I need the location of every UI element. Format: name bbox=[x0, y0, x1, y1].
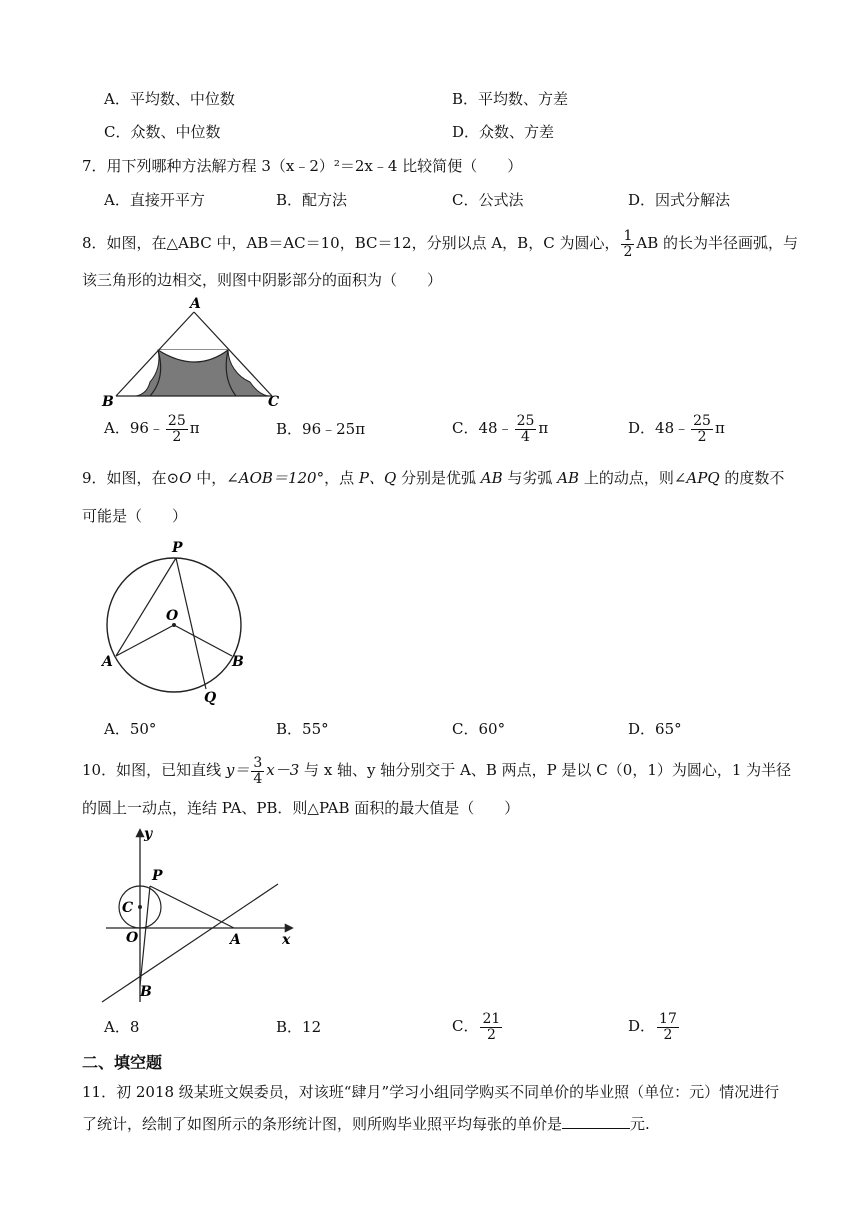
q8-c-fraction bbox=[515, 414, 537, 445]
q8-option-b: B．96﹣25π bbox=[276, 420, 366, 438]
q6-option-c: C．众数、中位数 bbox=[104, 123, 221, 141]
q8-d-den: 2 bbox=[697, 428, 707, 445]
q10-eq-den: 4 bbox=[253, 770, 263, 787]
q10-option-d bbox=[628, 1010, 681, 1043]
q7-stem: 7．用下列哪种方法解方程 3（x﹣2）²＝2x﹣4 比较简便（ ） bbox=[82, 157, 523, 175]
q10-coordinate-figure bbox=[100, 824, 300, 1008]
q10-eq-num: 3 bbox=[253, 754, 263, 771]
q8-c-pre: C．48﹣ bbox=[452, 419, 513, 437]
q9-stem-ab1: AB bbox=[480, 469, 503, 487]
q9-option-a: A．50° bbox=[104, 720, 157, 738]
q9-stem-c: ，点 bbox=[324, 469, 359, 487]
q11-stem-line2 bbox=[82, 1114, 650, 1134]
q11-stem-pre: 了统计，绘制了如图所示的条形统计图，则所购毕业照平均每张的单价是 bbox=[82, 1115, 563, 1133]
q10-d-num: 17 bbox=[659, 1010, 677, 1027]
q9-stem-ab2: AB bbox=[557, 469, 580, 487]
q8-stem-line1 bbox=[82, 228, 798, 260]
q8-a-post: π bbox=[189, 419, 200, 437]
q7-option-b: B．配方法 bbox=[276, 191, 348, 209]
q10-label-a: A bbox=[230, 932, 241, 948]
q9-stem-pq: P、Q bbox=[358, 469, 397, 487]
q9-radius-oa bbox=[116, 625, 174, 656]
q10-label-o: O bbox=[126, 930, 139, 946]
q8-a-fraction bbox=[166, 414, 188, 445]
q10-label-x: x bbox=[282, 932, 291, 948]
q10-d-den: 2 bbox=[663, 1026, 673, 1043]
q8-stem-pre: 8．如图，在△ABC 中，AB＝AC＝10，BC＝12，分别以点 A，B，C 为圆心， bbox=[82, 234, 620, 252]
q9-stem-o: O bbox=[179, 469, 192, 487]
q8-option-a bbox=[104, 412, 200, 445]
q10-option-c bbox=[452, 1010, 504, 1043]
q8-triangle-figure bbox=[100, 296, 300, 408]
q9-stem-f: 上的动点，则 bbox=[579, 469, 674, 487]
section-fill-in-title: 二、填空题 bbox=[82, 1053, 163, 1072]
q10-stem-line2: 的圆上一动点，连结 PA、PB．则△PAB 面积的最大值是（ ） bbox=[82, 799, 520, 817]
q10-c-pre: C． bbox=[452, 1017, 479, 1035]
q8-label-b: B bbox=[102, 394, 114, 408]
q9-label-q: Q bbox=[204, 690, 217, 706]
q8-frac-den: 2 bbox=[623, 243, 633, 260]
q8-option-c bbox=[452, 412, 548, 445]
q10-center-c bbox=[138, 905, 142, 909]
q9-circle-figure bbox=[96, 538, 266, 708]
q10-stem-pre: 10．如图，已知直线 bbox=[82, 761, 226, 779]
q10-eq-lhs: y＝ bbox=[225, 761, 250, 779]
q7-option-c: C．公式法 bbox=[452, 191, 524, 209]
q9-label-a: A bbox=[102, 654, 113, 670]
q8-fraction bbox=[621, 229, 634, 260]
q8-c-den: 4 bbox=[521, 428, 530, 445]
q7-option-a: A．直接开平方 bbox=[104, 191, 205, 209]
q8-frac-num: 1 bbox=[623, 227, 633, 244]
q10-label-y: y bbox=[144, 826, 153, 842]
q8-label-a: A bbox=[190, 296, 201, 312]
q10-label-b: B bbox=[140, 984, 152, 1000]
q9-label-b: B bbox=[232, 654, 244, 670]
q8-c-num: 25 bbox=[516, 412, 535, 429]
q11-answer-blank[interactable] bbox=[562, 1114, 630, 1129]
q9-option-d: D．65° bbox=[628, 720, 682, 738]
q10-segment-pa bbox=[150, 886, 234, 928]
q8-d-post: π bbox=[714, 419, 725, 437]
q10-stem-line1 bbox=[82, 753, 791, 787]
q8-a-den: 2 bbox=[172, 428, 182, 445]
q10-option-a: A．8 bbox=[104, 1018, 140, 1036]
q11-stem-line1: 11．初 2018 级某班文娱委员，对该班“肆月”学习小组同学购买不同单价的毕业照（单位：元）情况进行 bbox=[82, 1083, 780, 1101]
q9-stem-g: 的度数不 bbox=[719, 469, 785, 487]
q9-stem-d: 分别是优弧 bbox=[396, 469, 481, 487]
q8-label-c: C bbox=[268, 394, 280, 408]
q8-c-post: π bbox=[538, 419, 549, 437]
q9-stem-b: 中， bbox=[191, 469, 227, 487]
q10-stem-post: 与 x 轴、y 轴分别交于 A、B 两点，P 是以 C（0，1）为圆心，1 为半径 bbox=[299, 761, 792, 779]
q7-option-d: D．因式分解法 bbox=[628, 191, 731, 209]
q10-option-b: B．12 bbox=[276, 1018, 322, 1036]
q10-eq-fraction bbox=[251, 756, 264, 787]
q10-d-fraction bbox=[657, 1012, 679, 1043]
q8-stem-line2: 该三角形的边相交，则图中阴影部分的面积为（ ） bbox=[82, 271, 443, 289]
q10-eq-rhs: x－3 bbox=[266, 761, 300, 779]
q9-label-p: P bbox=[172, 540, 183, 556]
q6-option-d: D．众数、方差 bbox=[452, 123, 555, 141]
q10-label-c: C bbox=[122, 900, 134, 916]
q8-option-d bbox=[628, 412, 725, 445]
q9-chord-pa bbox=[116, 558, 176, 656]
q10-c-den: 2 bbox=[486, 1026, 496, 1043]
q11-stem-post: 元. bbox=[630, 1115, 650, 1133]
q8-a-pre: A．96﹣ bbox=[104, 419, 164, 437]
q9-stem-apq: ∠APQ bbox=[673, 469, 720, 487]
q9-stem-a: 9．如图，在⊙ bbox=[82, 469, 180, 487]
q8-stem-post: AB 的长为半径画弧，与 bbox=[636, 234, 798, 252]
q6-option-b: B．平均数、方差 bbox=[452, 90, 569, 108]
q9-stem-angle: ∠AOB＝120° bbox=[226, 469, 325, 487]
q10-c-num: 21 bbox=[482, 1010, 501, 1027]
q9-radius-ob bbox=[174, 625, 232, 656]
q8-d-fraction bbox=[691, 414, 713, 445]
q9-option-b: B．55° bbox=[276, 720, 329, 738]
q10-label-p: P bbox=[152, 868, 163, 884]
q9-stem-e: 与劣弧 bbox=[502, 469, 558, 487]
q10-d-pre: D． bbox=[628, 1017, 656, 1035]
q9-chord-pq bbox=[176, 558, 206, 689]
q9-option-c: C．60° bbox=[452, 720, 506, 738]
q9-label-o: O bbox=[166, 608, 179, 624]
q8-a-num: 25 bbox=[167, 412, 186, 429]
q9-stem-line1 bbox=[82, 468, 784, 488]
q8-d-num: 25 bbox=[693, 412, 711, 429]
q10-c-fraction bbox=[480, 1012, 502, 1043]
q6-option-a: A．平均数、中位数 bbox=[104, 90, 235, 108]
q9-stem-line2: 可能是（ ） bbox=[82, 507, 188, 525]
q8-d-pre: D．48﹣ bbox=[628, 419, 690, 437]
